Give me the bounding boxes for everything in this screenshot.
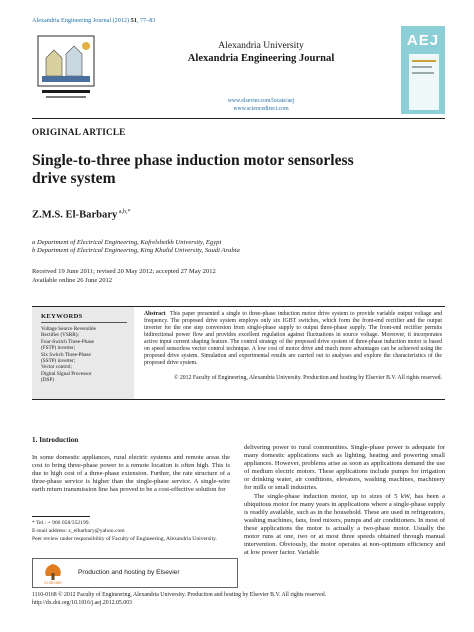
abstract-text (144, 311, 442, 367)
title-line: Single-to-three phase induction motor sensorless (32, 152, 354, 169)
title-line: drive system (32, 170, 116, 187)
elsevier-logo-text: ELSEVIER (44, 581, 62, 585)
affiliation-b: b Department of Electrical Engineering, King Khalid University, Saudi Arabia (32, 247, 240, 254)
online-date: Available online 26 June 2012 (32, 277, 113, 284)
received-dates: Received 19 June 2011; revised 20 May 2012; accepted 27 May 2012 (32, 268, 216, 275)
bottom-copyright: 1110-0168 © 2012 Faculty of Engineering, Alexandria University. Production and hosting by Elsevier B.V. All rights reserved. (32, 592, 327, 598)
article-type: ORIGINAL ARTICLE (32, 127, 126, 137)
keywords-title: KEYWORDS (41, 313, 83, 320)
doi-link[interactable]: http://dx.doi.org/10.1016/j.aej.2012.05.003 (32, 600, 132, 606)
cover-strip (409, 54, 439, 110)
intro-paragraph: The single-phase induction motor, up to sizes of 5 kW, has been a ubiquitous motor for many years in applications where a single-phase supply is readily available, such as in the household. These are used in refrigerators, washing machines, fans, food mixers, pumps and air conditioners. In most of these applications the motor is actually a two-phase motor. Usually the motor runs at one, two or at most three speeds obtained through manual intervention. Obviously, the motor operates at non-optimum efficiency and at low power factor. Variable (244, 492, 445, 557)
keyword-item: (DSP) (41, 377, 54, 384)
journal-name: Alexandria Engineering Journal (187, 53, 335, 64)
university-logo-icon (32, 30, 100, 110)
citation-volume: 51 (130, 17, 137, 24)
footnote-divider (32, 516, 90, 517)
paper-title (32, 152, 362, 188)
footnote-tel: * Tel.: + 966 058/352199. (32, 520, 90, 526)
journal-url-link[interactable]: www.elsevier.com/locate/aej (227, 98, 295, 104)
citation-pages: , 77–83 (136, 17, 156, 24)
sciencedirect-url-link[interactable]: www.sciencedirect.com (233, 106, 289, 112)
cover-decoration (412, 60, 436, 62)
keyword-item: Rectifier (VSRR); (41, 332, 79, 339)
keyword-item: Six Switch Three-Phase (41, 351, 91, 358)
abstract-body: This paper presented a single to three-phase induction motor drive system to provide variable output voltage and frequency. The proposed drive system employs only six IGBT switches, which form the front-end rectifier and the output inverter for the one step conversion from single-phase supply to output three-phase supply. The front-end rectifier permits bidirectional power flow and provides excellent regulation against fluctuations in source voltage. Moreover, it incorporates active input current shaping feature. The control strategy of the proposed drive system of three-phase induction motor is based on speed sensorless vector control technique. A low cost of motor drive and much more advantages can be achieved using the proposed drive system. Simulation and experimental results are carried out to analyses and explore the characteristics of the proposed drive system. (144, 311, 442, 367)
elsevier-logo-icon (36, 561, 70, 585)
keyword-item: Digital Signal Processor (41, 370, 92, 377)
header-divider (32, 118, 445, 119)
intro-paragraph: delivering power to rural communities. Single-phase power is adequate for many domestic applications such as lighting, heating and powering small appliances. However, problems arise as soon as applications demand the use of medium electric motors. These applications include pumps for irrigation or drinking water, air conditions, elevators, washing machines, machinery for mills or small industries. (244, 444, 445, 492)
intro-right-column (244, 444, 445, 557)
affiliation-a: a Department of Electrical Engineering, Kafrelsheikh University, Egypt (32, 239, 222, 246)
journal-cover-thumbnail (401, 26, 445, 114)
cover-brand-text: AEJ (406, 32, 440, 49)
author-name (32, 209, 131, 221)
keywords-divider (41, 322, 127, 323)
keyword-item: Voltage Source Reversible (41, 326, 96, 332)
keyword-item: (SSTP) inverter; (41, 358, 76, 365)
production-text: Production and hosting by Elsevier (78, 569, 180, 576)
keyword-item: Vector control; (41, 364, 72, 371)
abstract-copyright: © 2012 Faculty of Engineering, Alexandria University. Production and hosting by Elsevier B.V. All rights reserved. (174, 375, 442, 381)
cover-decoration (412, 72, 434, 74)
footnote-email: E-mail address: z_elbarbary@yahoo.com (32, 528, 125, 534)
keywords-list (41, 326, 133, 384)
abstract-label: Abstract (144, 311, 166, 317)
journal-citation (32, 17, 155, 24)
keyword-item: (FSTP) inverter; (41, 345, 76, 352)
university-name: Alexandria University (218, 40, 304, 51)
footnote-peer-review: Peer review under responsibility of Faculty of Engineering, Alexandria University. (32, 536, 217, 542)
author-superscript: a,b,* (117, 209, 131, 215)
introduction-heading: 1. Introduction (32, 436, 79, 444)
journal-header (32, 26, 445, 117)
author-text: Z.M.S. El-Barbary (32, 209, 118, 221)
cover-decoration (412, 66, 432, 68)
intro-left-column: In some domestic appliances, rural electric systems and remote areas the cost to bring three-phase power to a remote location is often high. This is due to high cost of a three-phase extension. Further, the rate structure of a three-phase service is higher than the single-phase service. A single-wire earth return transmission line has proved to be a cost-effective solution for (32, 454, 230, 494)
keyword-item: Four-Switch Three-Phase (41, 338, 94, 345)
citation-journal: Alexandria Engineering Journal (2012) (32, 17, 130, 24)
